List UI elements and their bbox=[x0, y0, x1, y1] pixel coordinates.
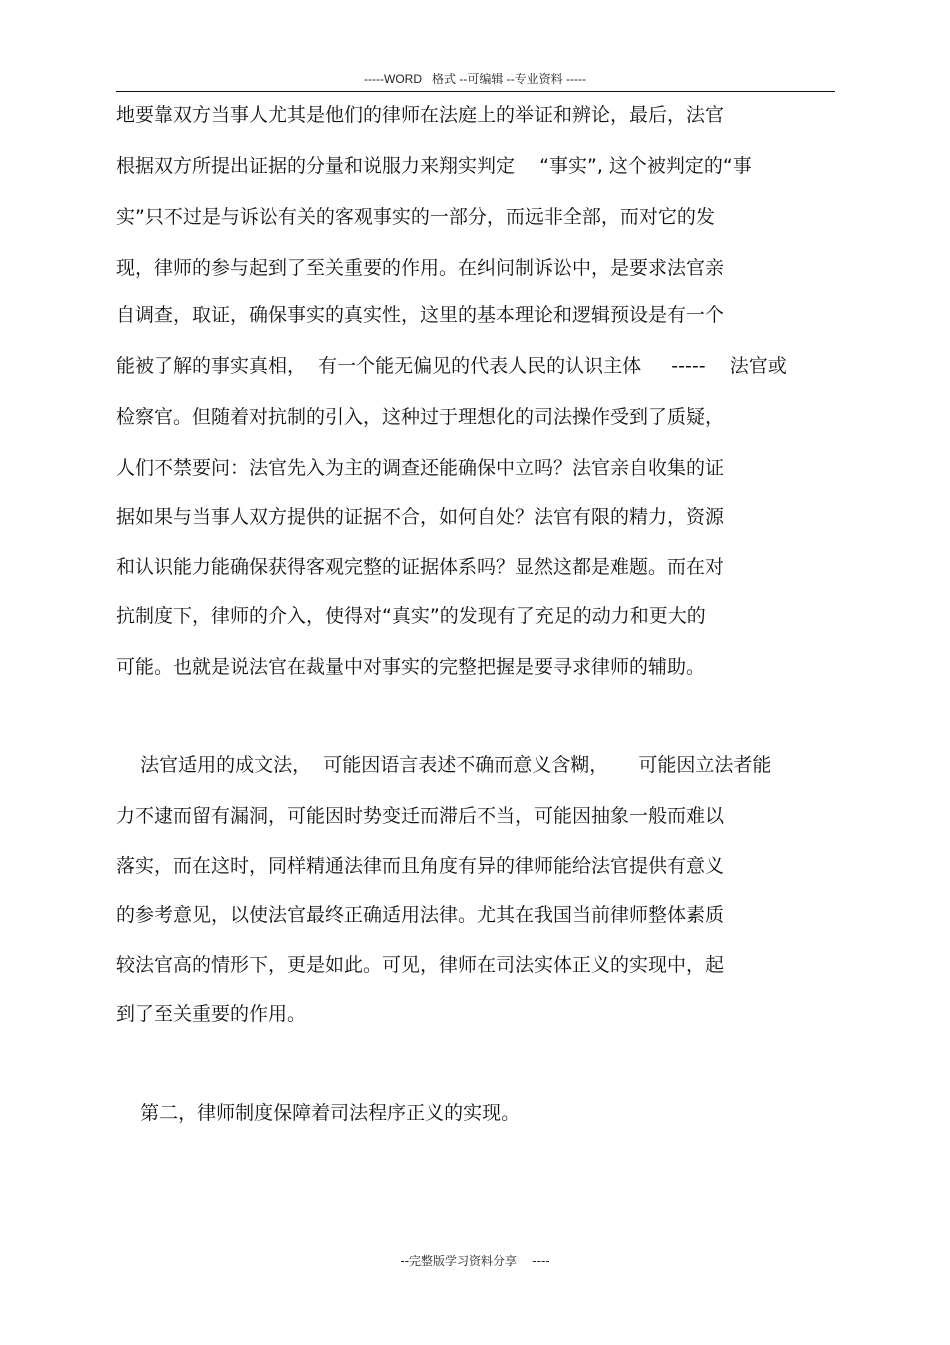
paragraph-line: 地要靠双方当事人尤其是他们的律师在法庭上的举证和辨论，最后，法官 bbox=[116, 104, 725, 126]
paragraph-line: 现，律师的参与起到了至关重要的作用。在纠问制诉讼中，是要求法官亲 bbox=[116, 257, 725, 279]
paragraph-line: 和认识能力能确保获得客观完整的证据体系吗？显然这都是难题。而在对 bbox=[116, 556, 725, 578]
paragraph-line: 法官适用的成文法， 可能因语言表述不确而意义含糊， 可能因立法者能 bbox=[116, 754, 772, 776]
paragraph-line: 第二，律师制度保障着司法程序正义的实现。 bbox=[116, 1102, 521, 1124]
paragraph-line: 到了至关重要的作用。 bbox=[116, 1003, 307, 1025]
header-divider bbox=[116, 91, 835, 92]
paragraph-line: 能被了解的事实真相， 有一个能无偏见的代表人民的认识主体 ----- 法官或 bbox=[116, 355, 787, 377]
paragraph-line: 据如果与当事人双方提供的证据不合，如何自处？法官有限的精力，资源 bbox=[116, 506, 725, 528]
page-footer: --完整版学习资料分享 ---- bbox=[400, 1254, 550, 1268]
paragraph-line: 力不逮而留有漏洞，可能因时势变迁而滞后不当，可能因抽象一般而难以 bbox=[116, 805, 725, 827]
paragraph-line: 可能。也就是说法官在裁量中对事实的完整把握是要寻求律师的辅助。 bbox=[116, 656, 706, 678]
paragraph-line: 人们不禁要问：法官先入为主的调查还能确保中立吗？法官亲自收集的证 bbox=[116, 457, 725, 479]
paragraph-line: 根据双方所提出证据的分量和说服力来翔实判定 “事实”, 这个被判定的“事 bbox=[116, 155, 752, 177]
page-header: -----WORD 格式 --可编辑 --专业资料 ----- bbox=[364, 72, 586, 86]
paragraph-line: 落实，而在这时，同样精通法律而且角度有异的律师能给法官提供有意义 bbox=[116, 855, 725, 877]
paragraph-line: 的参考意见，以使法官最终正确适用法律。尤其在我国当前律师整体素质 bbox=[116, 904, 725, 926]
paragraph-line: 抗制度下，律师的介入，使得对“真实”的发现有了充足的动力和更大的 bbox=[116, 605, 706, 627]
paragraph-line: 实”只不过是与诉讼有关的客观事实的一部分，而远非全部，而对它的发 bbox=[116, 206, 715, 228]
paragraph-line: 自调查，取证，确保事实的真实性，这里的基本理论和逻辑预设是有一个 bbox=[116, 304, 725, 326]
paragraph-line: 检察官。但随着对抗制的引入，这种过于理想化的司法操作受到了质疑， bbox=[116, 406, 725, 428]
paragraph-line: 较法官高的情形下，更是如此。可见，律师在司法实体正义的实现中，起 bbox=[116, 954, 725, 976]
